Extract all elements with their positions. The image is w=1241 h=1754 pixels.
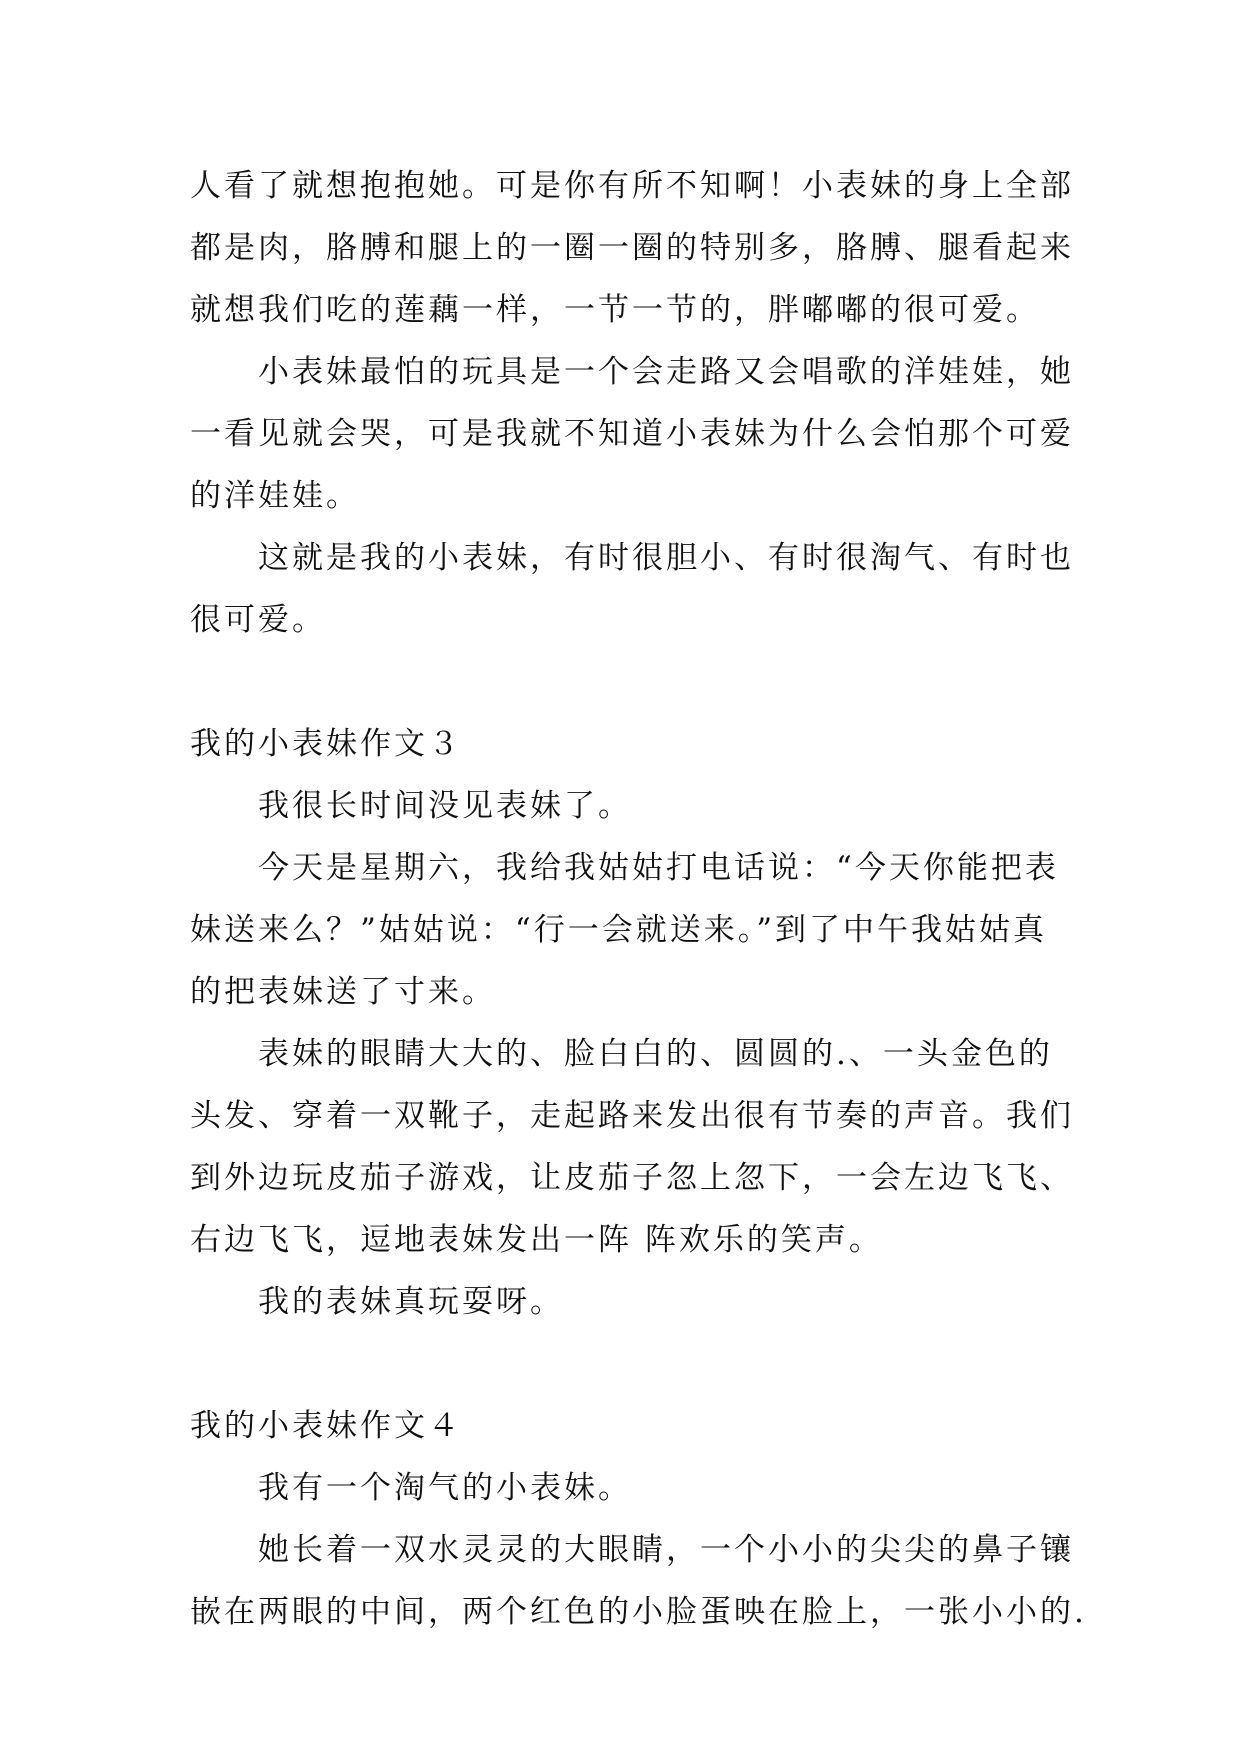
- essay-title: 我的小表妹作文３: [190, 726, 462, 762]
- paragraph-line: 这就是我的小表妹，有时很胆小、有时很淘气、有时也: [258, 540, 1074, 576]
- paragraph-line: 表妹的眼睛大大的、脸白白的、圆圆的.、一头金色的: [258, 1036, 1053, 1072]
- paragraph-line: 的把表妹送了寸来。: [190, 974, 496, 1010]
- paragraph-line: 我的表妹真玩耍呀。: [258, 1284, 564, 1320]
- paragraph-line: 妹送来么？”姑姑说：“行一会就送来。”到了中午我姑姑真: [190, 912, 1048, 948]
- paragraph-line: 嵌在两眼的中间，两个红色的小脸蛋映在脸上，一张小小的.: [190, 1594, 1087, 1630]
- paragraph-line: 人看了就想抱抱她。可是你有所不知啊！小表妹的身上全部: [190, 168, 1074, 204]
- paragraph-line: 小表妹最怕的玩具是一个会走路又会唱歌的洋娃娃，她: [258, 354, 1074, 390]
- paragraph-line: 今天是星期六，我给我姑姑打电话说：“今天你能把表: [258, 850, 1059, 886]
- paragraph-line: 我有一个淘气的小表妹。: [258, 1470, 632, 1506]
- paragraph-line: 都是肉，胳膊和腿上的一圈一圈的特别多，胳膊、腿看起来: [190, 230, 1074, 266]
- essay-title: 我的小表妹作文４: [190, 1408, 462, 1444]
- paragraph-line: 就想我们吃的莲藕一样，一节一节的，胖嘟嘟的很可爱。: [190, 292, 1040, 328]
- paragraph-line: 很可爱。: [190, 602, 326, 638]
- paragraph-line: 右边飞飞，逗地表妹发出一阵 阵欢乐的笑声。: [190, 1222, 883, 1258]
- paragraph-line: 一看见就会哭，可是我就不知道小表妹为什么会怕那个可爱: [190, 416, 1074, 452]
- paragraph-line: 到外边玩皮茄子游戏，让皮茄子忽上忽下，一会左边飞飞、: [190, 1160, 1074, 1196]
- paragraph-line: 我很长时间没见表妹了。: [258, 788, 632, 824]
- paragraph-line: 她长着一双水灵灵的大眼睛，一个小小的尖尖的鼻子镶: [258, 1532, 1074, 1568]
- paragraph-line: 的洋娃娃。: [190, 478, 360, 514]
- paragraph-line: 头发、穿着一双靴子，走起路来发出很有节奏的声音。我们: [190, 1098, 1074, 1134]
